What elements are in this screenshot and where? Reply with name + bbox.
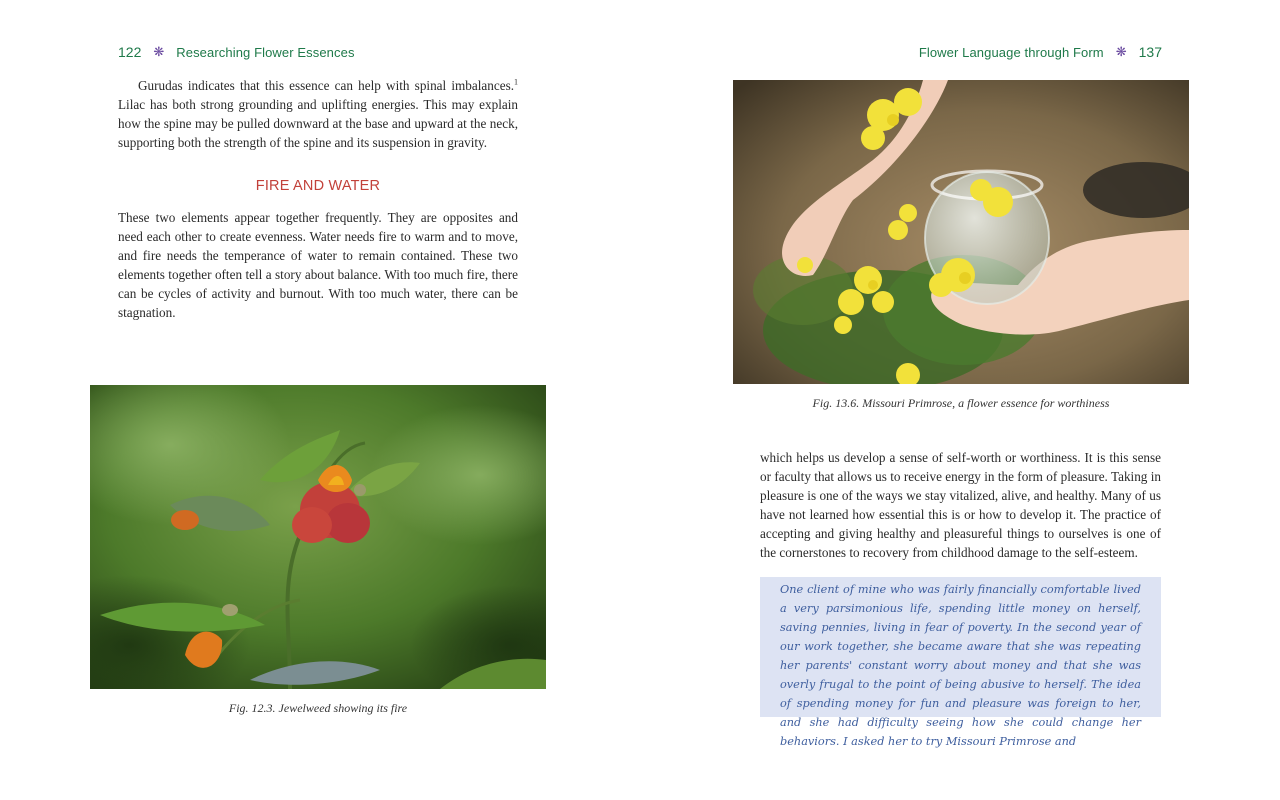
flower-ornament-icon: ❋ [153, 44, 165, 59]
case-study-text: One client of mine who was fairly financially comfortable lived a very parsimonious life, spending little money on herself, saving pennies, living in fear of poverty. In the second year of our work together, she became aware that she was repeating her parents' constant worry about money and that she was overly frugal to the point of being abusive to herself. The idea of spending money for fun and pleasure was foreign to her, and she had difficulty seeing how she could change her behaviors. I asked her to try Missouri Primrose and [780, 583, 1141, 748]
running-title: Flower Language through Form [918, 44, 1104, 60]
running-head-left [118, 44, 355, 60]
paragraph-fire-water: These two elements appear together frequently. They are opposites and need each other to create evenness. Water needs fire to warm and to move, and fire needs the temperance of water to remain contained. These two elements together often tell a story about balance. With too much fire, there can be cycles of activity and burnout. With too much water, there can be stagnation. [118, 210, 518, 320]
section-heading: FIRE AND WATER [255, 178, 381, 194]
running-head-right [919, 44, 1162, 60]
figure-caption: Fig. 13.6. Missouri Primrose, a flower essence for worthiness [812, 396, 1110, 410]
missouri-primrose-photo [733, 80, 1189, 384]
paragraph-lilac: Gurudas indicates that this essence can help with spinal imbalances.$^1$ Lilac has both strong grounding and uplifting energies. This may explain how the spine may be pulled downward at the base and upward at the neck, supporting both the strength of the spine and its suspension in gravity. [118, 77, 518, 150]
running-title: Researching Flower Essences [176, 44, 355, 60]
figure-caption: Fig. 12.3. Jewelweed showing its fire [228, 701, 408, 715]
flower-ornament-icon: ❋ [1115, 44, 1127, 59]
case-study-box [760, 577, 1161, 748]
jewelweed-photo [90, 385, 546, 689]
footnote-mark: 1 [514, 77, 518, 87]
right-page [640, 0, 1280, 800]
page-number: 122 [118, 44, 142, 60]
paragraph-self-worth: which helps us develop a sense of self-worth or worthiness. It is this sense or faculty that allows us to receive energy in the form of pleasure. Taking in pleasure is one of the ways we stay vitalized, alive, and healthy. Many of us have not learned how essential this is or how to develop it. The practice of accepting and giving healthy and pleasureful things to ourselves is one of the cornerstones to recovery from childhood damage to the self-esteem. [760, 450, 1161, 560]
page-number: 137 [1138, 44, 1162, 60]
